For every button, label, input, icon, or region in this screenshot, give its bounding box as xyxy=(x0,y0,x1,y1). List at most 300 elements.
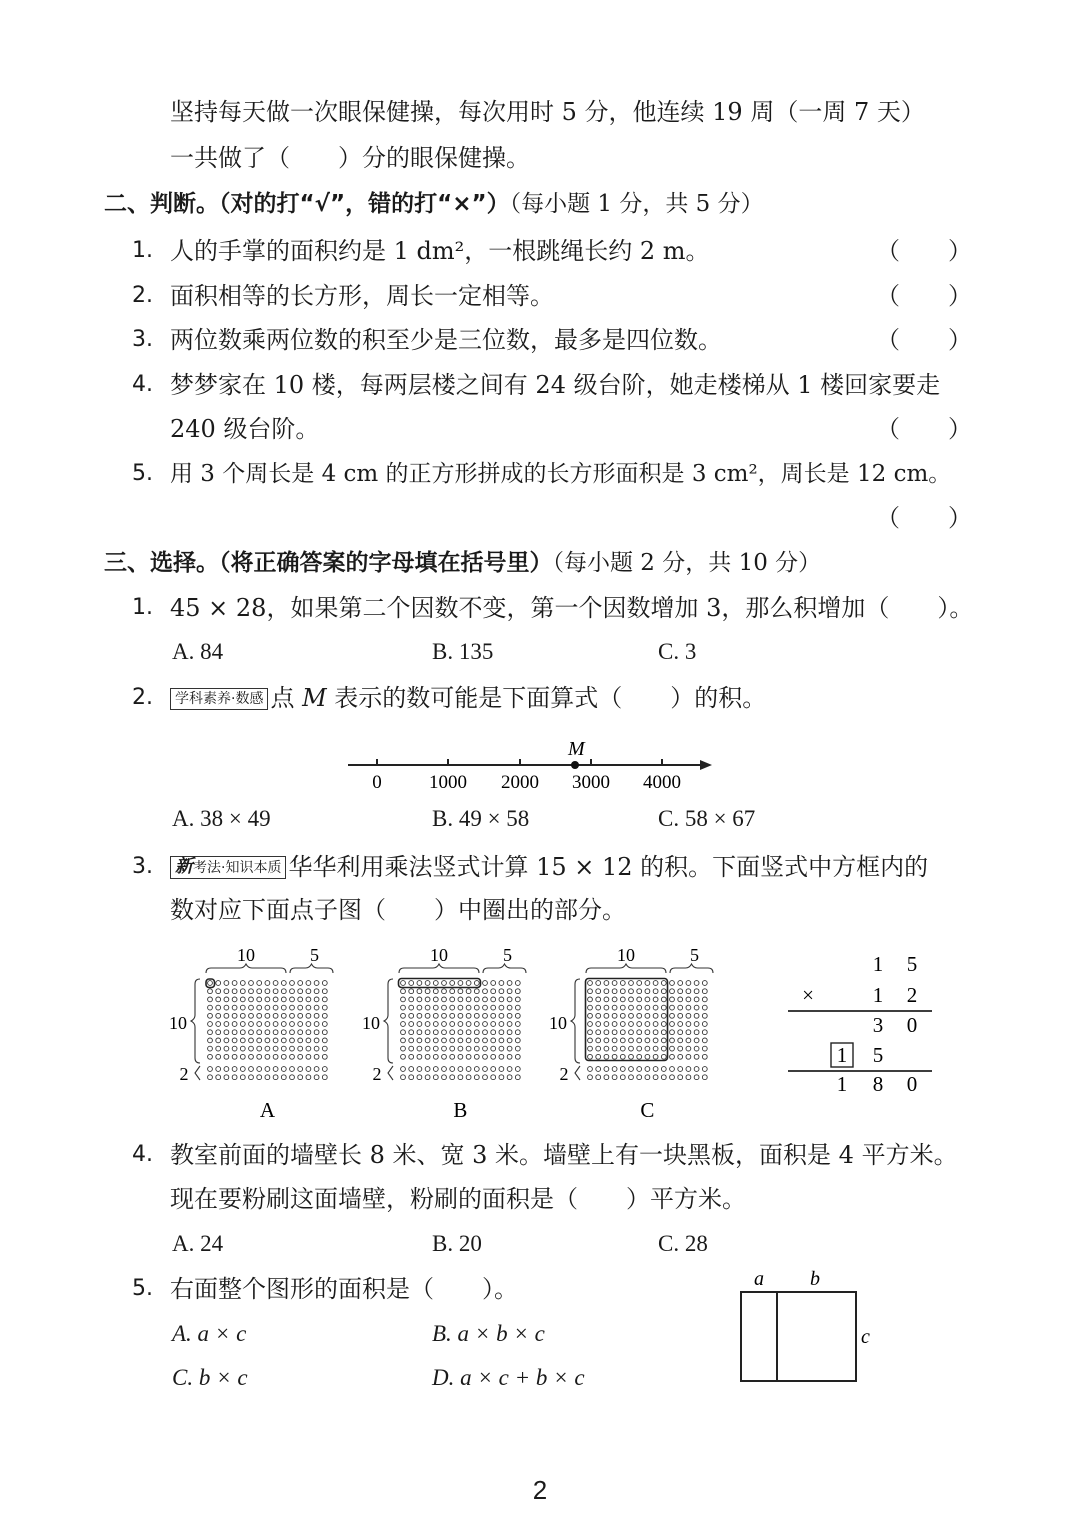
dot xyxy=(507,1038,512,1043)
dot xyxy=(499,1005,504,1010)
dot xyxy=(629,1013,634,1018)
v-r3-ones: 0 xyxy=(906,1013,918,1037)
dot xyxy=(298,997,303,1002)
dot xyxy=(409,1054,414,1059)
dot xyxy=(265,997,270,1002)
dot xyxy=(515,1005,520,1010)
dot xyxy=(322,1075,327,1080)
dot-grid-a xyxy=(169,945,333,1122)
dot xyxy=(401,1054,406,1059)
dot xyxy=(645,989,650,994)
dot xyxy=(208,989,213,994)
v-r4-boxed: 1 xyxy=(836,1043,848,1067)
dot xyxy=(466,989,471,994)
dot xyxy=(678,1030,683,1035)
dot xyxy=(240,1013,245,1018)
label-side-10: 10 xyxy=(549,1013,567,1033)
s2-item1-text: 人的手掌的面积约是 1 dm²，一根跳绳长约 2 m。 xyxy=(170,237,710,265)
dot xyxy=(645,1030,650,1035)
s3-q4-option-b[interactable]: B. 20 xyxy=(432,1231,482,1256)
dot xyxy=(637,1013,642,1018)
dot xyxy=(612,1054,617,1059)
dot xyxy=(637,1005,642,1010)
dot xyxy=(442,1013,447,1018)
s3-q3-text xyxy=(170,851,928,883)
dot xyxy=(515,1030,520,1035)
s3-q2-text-a: 点 xyxy=(270,684,303,712)
dot xyxy=(474,1030,479,1035)
s3-q5-option-d[interactable]: D. a × c + b × c xyxy=(432,1365,585,1390)
brace-side-10 xyxy=(191,979,200,1063)
grid-name: A xyxy=(259,1098,275,1122)
v-r4-tens: 5 xyxy=(872,1043,884,1067)
dot xyxy=(588,1030,593,1035)
dot xyxy=(466,1013,471,1018)
dot xyxy=(629,1030,634,1035)
dot xyxy=(306,1005,311,1010)
dot xyxy=(409,1022,414,1027)
dot xyxy=(265,1022,270,1027)
dot xyxy=(281,1038,286,1043)
dot xyxy=(417,1005,422,1010)
dot xyxy=(620,1046,625,1051)
s3-q1-option-c[interactable]: C. 3 xyxy=(658,639,697,664)
dot xyxy=(425,1075,430,1080)
s2-item2-answer[interactable]: （ ） xyxy=(876,282,972,310)
section3-title: 三、选择。（将正确答案的字母填在括号里） xyxy=(104,550,553,576)
dot xyxy=(670,997,675,1002)
dot xyxy=(450,1022,455,1027)
s2-item4-num: 4. xyxy=(132,372,153,397)
dot xyxy=(442,1022,447,1027)
brace-top-5 xyxy=(670,964,713,973)
dot xyxy=(208,1054,213,1059)
dot xyxy=(425,1030,430,1035)
dot xyxy=(596,1075,601,1080)
s2-item3-answer[interactable]: （ ） xyxy=(876,326,972,354)
brace-top-10 xyxy=(206,964,286,973)
dot xyxy=(257,1022,262,1027)
brace-side-2 xyxy=(195,1066,200,1080)
dot xyxy=(401,989,406,994)
s2-item2-num: 2. xyxy=(132,283,153,308)
dot xyxy=(483,1005,488,1010)
dot xyxy=(474,1046,479,1051)
intro-line-1: 坚持每天做一次眼保健操，每次用时 5 分，他连续 19 周（一周 7 天） xyxy=(170,98,925,126)
dot xyxy=(298,1046,303,1051)
dot xyxy=(653,1054,658,1059)
grid-name: B xyxy=(453,1098,468,1122)
point-m-label: M xyxy=(568,738,585,760)
dot xyxy=(466,997,471,1002)
dot xyxy=(483,1046,488,1051)
dot xyxy=(216,1013,221,1018)
s3-q4-option-a[interactable]: A. 24 xyxy=(172,1231,224,1256)
dot xyxy=(249,1005,254,1010)
dot xyxy=(686,1005,691,1010)
dot-grids xyxy=(160,945,760,1130)
dot xyxy=(686,981,691,986)
dot xyxy=(442,1054,447,1059)
dot xyxy=(588,1075,593,1080)
dot xyxy=(273,1046,278,1051)
dot xyxy=(322,1038,327,1043)
dot xyxy=(450,1067,455,1072)
dot xyxy=(257,1046,262,1051)
dot xyxy=(290,989,295,994)
dot xyxy=(306,1075,311,1080)
dot xyxy=(298,1038,303,1043)
dot xyxy=(401,1046,406,1051)
dot xyxy=(409,1075,414,1080)
dot xyxy=(216,1030,221,1035)
dot xyxy=(442,981,447,986)
dot xyxy=(281,1030,286,1035)
dot xyxy=(612,989,617,994)
dot xyxy=(694,1013,699,1018)
dot xyxy=(678,997,683,1002)
dot xyxy=(450,1030,455,1035)
s3-q5-option-c[interactable]: C. b × c xyxy=(172,1365,248,1390)
dot xyxy=(499,989,504,994)
s3-q3-text-main: 华华利用乘法竖式计算 15 × 12 的积。下面竖式中方框内的 xyxy=(288,853,929,881)
dot xyxy=(661,1005,666,1010)
dot xyxy=(417,1046,422,1051)
dot xyxy=(265,1005,270,1010)
dot xyxy=(694,1054,699,1059)
dot xyxy=(645,1038,650,1043)
tick-label-1000: 1000 xyxy=(429,772,467,793)
s3-q2-option-b[interactable]: B. 49 × 58 xyxy=(432,806,530,831)
dot xyxy=(208,1067,213,1072)
dot xyxy=(670,1046,675,1051)
dot xyxy=(216,1067,221,1072)
dot xyxy=(257,1038,262,1043)
dot xyxy=(612,981,617,986)
dot xyxy=(425,1013,430,1018)
dot xyxy=(612,1013,617,1018)
dot xyxy=(417,1030,422,1035)
dot xyxy=(629,1005,634,1010)
dot xyxy=(515,1022,520,1027)
dot xyxy=(232,1054,237,1059)
dot xyxy=(653,1030,658,1035)
dot xyxy=(670,1054,675,1059)
dot xyxy=(314,1067,319,1072)
dot xyxy=(604,1022,609,1027)
dot xyxy=(645,1067,650,1072)
dot xyxy=(596,989,601,994)
dot xyxy=(322,1054,327,1059)
dot xyxy=(515,1075,520,1080)
dot xyxy=(507,1054,512,1059)
dot xyxy=(290,981,295,986)
dot xyxy=(433,1067,438,1072)
dot xyxy=(499,1022,504,1027)
dot xyxy=(314,989,319,994)
dot xyxy=(257,1054,262,1059)
dot xyxy=(425,1046,430,1051)
dot xyxy=(298,1067,303,1072)
dot xyxy=(417,1054,422,1059)
dot xyxy=(653,997,658,1002)
dot xyxy=(515,997,520,1002)
dot xyxy=(507,1075,512,1080)
dot xyxy=(298,1075,303,1080)
s3-q3-num: 3. xyxy=(132,854,153,879)
dot xyxy=(620,1005,625,1010)
dot xyxy=(645,981,650,986)
dot xyxy=(483,1054,488,1059)
circled-part xyxy=(586,979,668,1061)
dot xyxy=(483,989,488,994)
dot xyxy=(425,989,430,994)
dot xyxy=(306,1013,311,1018)
s2-item5-answer[interactable]: （ ） xyxy=(876,504,972,532)
dot xyxy=(686,997,691,1002)
dot xyxy=(232,1013,237,1018)
s3-q2-text-b: 表示的数可能是下面算式（ ）的积。 xyxy=(326,684,767,712)
dot xyxy=(224,1075,229,1080)
figure-label-a: a xyxy=(754,1268,764,1290)
dot xyxy=(290,1038,295,1043)
dot xyxy=(265,989,270,994)
s3-q4-option-c[interactable]: C. 28 xyxy=(658,1231,708,1256)
s3-q5-option-b[interactable]: B. a × b × c xyxy=(432,1321,545,1346)
dot xyxy=(702,1075,707,1080)
dot xyxy=(474,1022,479,1027)
intro-line-2: 一共做了（ ）分的眼保健操。 xyxy=(170,144,530,172)
dot xyxy=(686,1038,691,1043)
dot xyxy=(409,1046,414,1051)
dot xyxy=(401,1030,406,1035)
dot xyxy=(637,1075,642,1080)
dot xyxy=(620,1013,625,1018)
dot xyxy=(450,989,455,994)
dot xyxy=(653,1075,658,1080)
dot xyxy=(678,1022,683,1027)
s3-q1-option-b[interactable]: B. 135 xyxy=(432,639,494,664)
s3-q2-text xyxy=(170,682,766,714)
dot xyxy=(265,1038,270,1043)
s2-item1-answer[interactable]: （ ） xyxy=(876,237,972,265)
dot xyxy=(265,1067,270,1072)
figure-outer-rect xyxy=(741,1292,856,1381)
dot xyxy=(240,1046,245,1051)
dot xyxy=(637,1038,642,1043)
v-r1-tens: 1 xyxy=(872,952,884,976)
v-r2-ones: 2 xyxy=(906,983,918,1007)
dot xyxy=(257,1030,262,1035)
dot xyxy=(491,1005,496,1010)
dot xyxy=(281,997,286,1002)
dot xyxy=(670,1038,675,1043)
dot xyxy=(273,1022,278,1027)
dot xyxy=(507,997,512,1002)
dot xyxy=(306,1030,311,1035)
dot xyxy=(466,1030,471,1035)
s2-item4-text: 梦梦家在 10 楼，每两层楼之间有 24 级台阶，她走楼梯从 1 楼回家要走 xyxy=(170,371,941,399)
dot xyxy=(661,1013,666,1018)
dot xyxy=(491,997,496,1002)
dot xyxy=(702,1005,707,1010)
dot xyxy=(314,1046,319,1051)
dot xyxy=(298,1054,303,1059)
dot xyxy=(653,1046,658,1051)
dot xyxy=(249,1030,254,1035)
dot xyxy=(466,1075,471,1080)
v-result-tens: 8 xyxy=(872,1072,884,1095)
dot xyxy=(702,981,707,986)
dot xyxy=(281,1067,286,1072)
dot xyxy=(653,1067,658,1072)
dot xyxy=(208,1013,213,1018)
dot xyxy=(694,1005,699,1010)
dot xyxy=(629,1075,634,1080)
dot xyxy=(314,997,319,1002)
dot xyxy=(612,1075,617,1080)
dot xyxy=(474,1067,479,1072)
dot xyxy=(499,1067,504,1072)
label-side-2: 2 xyxy=(179,1064,189,1084)
dot xyxy=(604,1075,609,1080)
dot xyxy=(249,1046,254,1051)
dot xyxy=(596,1038,601,1043)
dot xyxy=(645,1075,650,1080)
dot xyxy=(620,1054,625,1059)
dot xyxy=(604,997,609,1002)
dot xyxy=(257,1013,262,1018)
dot xyxy=(458,997,463,1002)
dot xyxy=(466,1005,471,1010)
dot xyxy=(322,1067,327,1072)
dot xyxy=(240,1038,245,1043)
dot xyxy=(249,981,254,986)
dot xyxy=(604,981,609,986)
dot xyxy=(670,1067,675,1072)
dot xyxy=(409,1038,414,1043)
dot xyxy=(661,981,666,986)
dot xyxy=(240,1067,245,1072)
tick-label-0: 0 xyxy=(372,772,382,793)
s3-q2-option-c[interactable]: C. 58 × 67 xyxy=(658,806,756,831)
dot xyxy=(507,981,512,986)
dot xyxy=(290,1030,295,1035)
dot xyxy=(629,1067,634,1072)
dot xyxy=(401,1013,406,1018)
section3-note: （每小题 2 分，共 10 分） xyxy=(552,550,822,576)
dot xyxy=(499,981,504,986)
label-side-10: 10 xyxy=(169,1013,187,1033)
dot xyxy=(515,1038,520,1043)
dot xyxy=(240,989,245,994)
dot xyxy=(425,1005,430,1010)
dot xyxy=(466,1046,471,1051)
s2-item3-num: 3. xyxy=(132,327,153,352)
label-side-2: 2 xyxy=(559,1064,569,1084)
dot xyxy=(322,981,327,986)
dot xyxy=(588,997,593,1002)
dot xyxy=(417,989,422,994)
dot xyxy=(216,1038,221,1043)
brace-top-10 xyxy=(586,964,666,973)
dot xyxy=(216,1022,221,1027)
dot xyxy=(474,989,479,994)
dot xyxy=(290,1013,295,1018)
dot xyxy=(653,1013,658,1018)
label-side-2: 2 xyxy=(372,1064,382,1084)
dot xyxy=(686,1067,691,1072)
s3-q3-tag-new: 新 xyxy=(175,856,193,877)
s2-item1-num: 1. xyxy=(132,238,153,263)
dot xyxy=(507,1030,512,1035)
s3-q1-option-a[interactable]: A. 84 xyxy=(172,639,224,664)
dot xyxy=(401,1075,406,1080)
s2-item4-answer[interactable]: （ ） xyxy=(876,415,972,443)
s3-q3-tag-text: 考法·知识本质 xyxy=(193,860,282,876)
dot xyxy=(417,1022,422,1027)
dot xyxy=(306,1038,311,1043)
dot xyxy=(645,1022,650,1027)
dot xyxy=(458,1067,463,1072)
dot xyxy=(483,997,488,1002)
dot xyxy=(314,1054,319,1059)
dot xyxy=(702,1067,707,1072)
dot xyxy=(409,1013,414,1018)
dot xyxy=(425,1022,430,1027)
dot xyxy=(694,1038,699,1043)
s3-q5-option-a[interactable]: A. a × c xyxy=(172,1321,247,1346)
dot xyxy=(588,1038,593,1043)
dot xyxy=(306,1022,311,1027)
number-line xyxy=(340,735,720,795)
dot xyxy=(257,989,262,994)
dot xyxy=(322,1022,327,1027)
dot xyxy=(409,1030,414,1035)
dot xyxy=(499,1013,504,1018)
dot xyxy=(588,989,593,994)
dot xyxy=(694,1046,699,1051)
dot xyxy=(401,1022,406,1027)
dot xyxy=(458,1022,463,1027)
dot xyxy=(322,997,327,1002)
dot xyxy=(208,1075,213,1080)
dot xyxy=(596,1005,601,1010)
dot xyxy=(450,1038,455,1043)
dot xyxy=(458,1054,463,1059)
s3-q2-var: M xyxy=(302,684,327,712)
s2-item5-text: 用 3 个周长是 4 cm 的正方形拼成的长方形面积是 3 cm²，周长是 12 cm。 xyxy=(170,461,952,487)
dot xyxy=(694,1075,699,1080)
dot xyxy=(249,1038,254,1043)
dot xyxy=(466,1038,471,1043)
s2-item4-text-cont: 240 级台阶。 xyxy=(170,415,320,443)
s3-q2-option-a[interactable]: A. 38 × 49 xyxy=(172,806,271,831)
dot xyxy=(702,1030,707,1035)
dot xyxy=(637,1067,642,1072)
dot xyxy=(604,1038,609,1043)
dot xyxy=(322,989,327,994)
brace-side-2 xyxy=(575,1066,580,1080)
dot xyxy=(604,989,609,994)
dot xyxy=(596,1054,601,1059)
dot xyxy=(483,1075,488,1080)
dot xyxy=(466,1067,471,1072)
dot xyxy=(612,1067,617,1072)
dot xyxy=(515,981,520,986)
dot xyxy=(596,1030,601,1035)
dot xyxy=(466,1022,471,1027)
